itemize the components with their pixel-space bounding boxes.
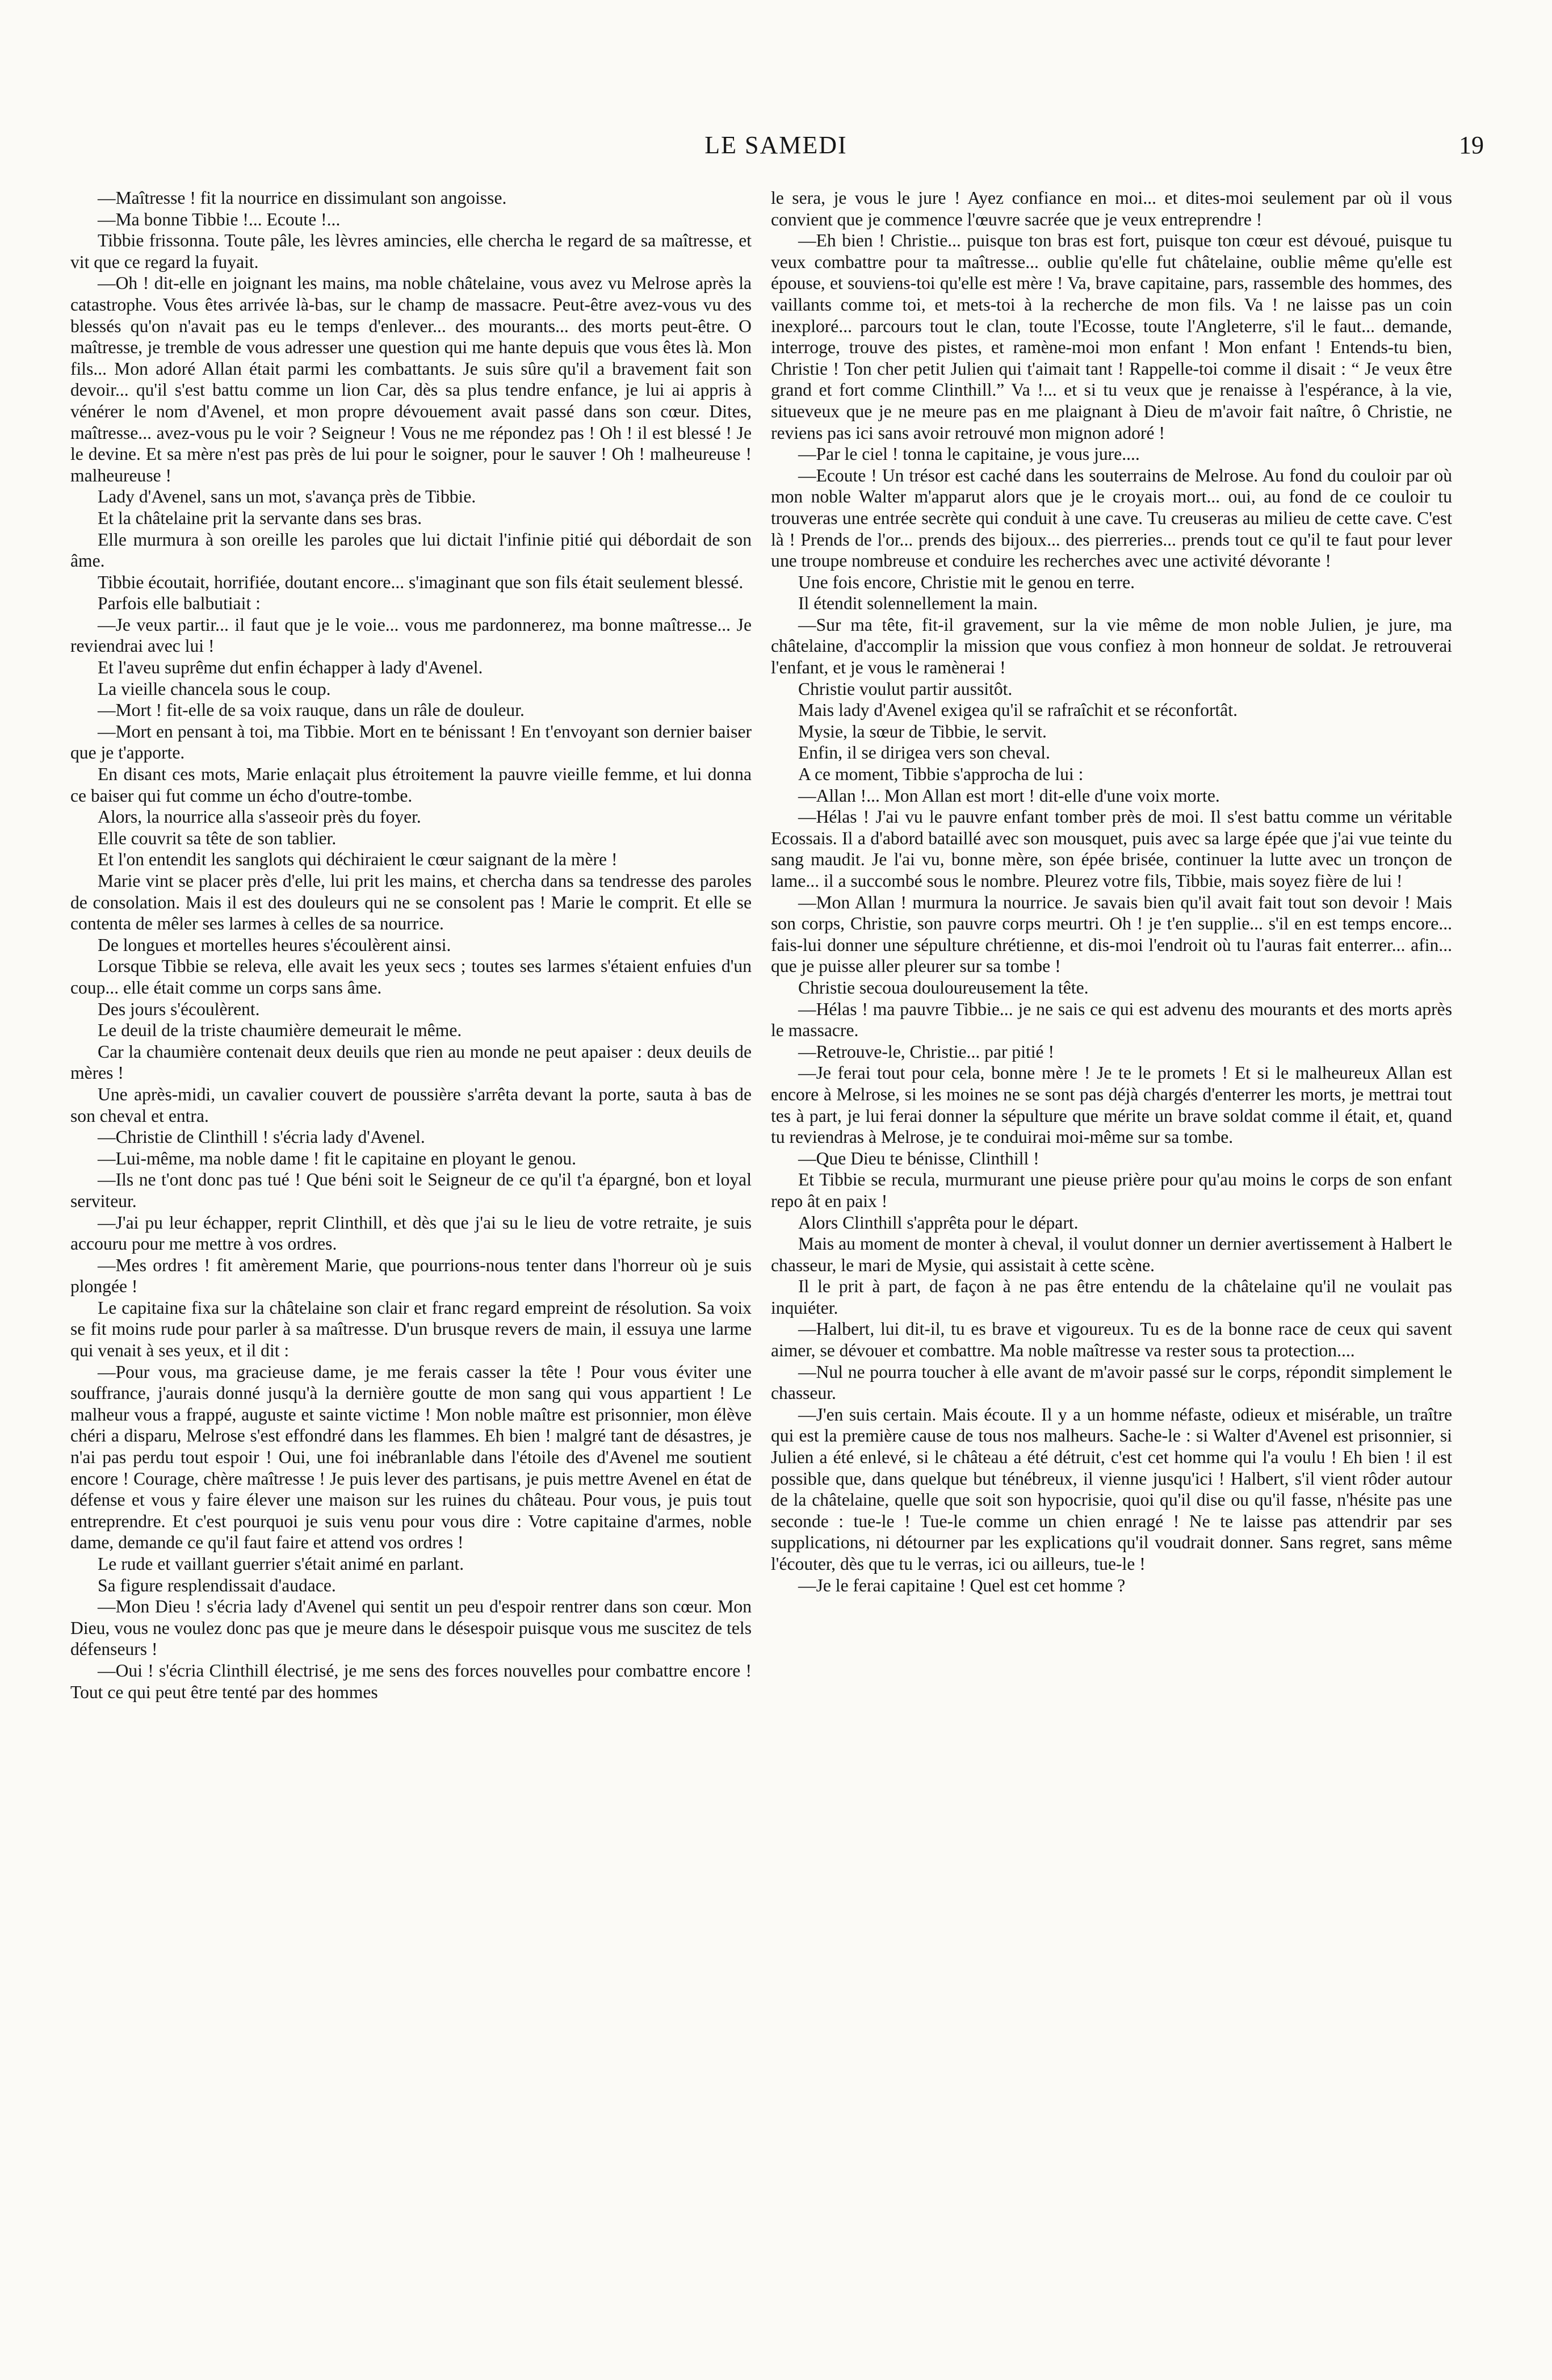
paragraph: —Hélas ! J'ai vu le pauvre enfant tomber près de moi. Il s'est battu comme un véritable Ecossais. Il a d'abord bataillé avec son mousquet, puis avec sa large épée que j'ai vue teinte du sang maudit. Je l'ai vu, bonne mère, son épée brisée, continuer la lutte avec un tronçon de lame... il a succombé sous le nombre. Pleurez votre fils, Tibbie, mais soyez fière de lui !	[771, 807, 1452, 891]
paragraph: —Christie de Clinthill ! s'écria lady d'Avenel.	[98, 1127, 425, 1147]
paragraph: Christie voulut partir aussitôt.	[798, 678, 1013, 699]
paragraph: Lady d'Avenel, sans un mot, s'avança près de Tibbie.	[98, 487, 476, 507]
paragraph: Sa figure resplendissait d'audace.	[98, 1575, 336, 1595]
paragraph: —Allan !... Mon Allan est mort ! dit-elle d'une voix morte.	[798, 785, 1220, 806]
paragraph: —Ma bonne Tibbie !... Ecoute !...	[98, 209, 341, 229]
paragraph: —Hélas ! ma pauvre Tibbie... je ne sais ce qui est advenu des mourants et des morts après le massacre.	[771, 999, 1452, 1041]
paragraph: —Maîtresse ! fit la nourrice en dissimulant son angoisse.	[98, 188, 507, 208]
paragraph: —Retrouve-le, Christie... par pitié !	[798, 1041, 1054, 1062]
paragraph: —Mort ! fit-elle de sa voix rauque, dans un râle de douleur.	[98, 700, 525, 720]
paragraph: —Je veux partir... il faut que je le voie... vous me pardonnerez, ma bonne maîtresse... Je reviendrai avec lui !	[70, 614, 752, 656]
paragraph: Mais au moment de monter à cheval, il voulut donner un dernier avertissement à Halbert le chasseur, le mari de Mysie, qui assistait à cette scène.	[771, 1234, 1452, 1275]
paragraph: —J'en suis certain. Mais écoute. Il y a un homme néfaste, odieux et misérable, un traître qui est la première cause de tous nos malheurs. Sache-le : si Walter d'Avenel est prisonnier, si Julien a été enlevé, si le château a été détruit, c'est cet homme qui l'a voulu ! Eh bien ! il est possible que, dans quelque but ténébreux, il vienne jusqu'ici ! Halbert, s'il vient rôder autour de la châtelaine, quelle que soit son hypocrisie, quoi qu'il dise ou qu'il fasse, n'hésite pas une seconde : tue-le ! Tue-le comme un chien enragé ! Ne te laisse pas attendrir par ses supplications, ni détourner par les explications qu'il voudrait donner. Sans regret, sans même l'écouter, dès que tu le verras, ici ou ailleurs, tue-le !	[771, 1404, 1452, 1574]
paragraph: —J'ai pu leur échapper, reprit Clinthill, et dès que j'ai su le lieu de votre retraite, je suis accouru pour me mettre à vos ordres.	[70, 1212, 752, 1254]
paragraph: —Mon Allan ! murmura la nourrice. Je savais bien qu'il avait fait tout son devoir ! Mais son corps, Christie, son pauvre corps meurtri. Oh ! je t'en supplie... s'il en est temps encore... fais-lui donner une sépulture chrétienne, et dis-moi l'endroit où tu l'auras fait enterrer... afin... que je puisse aller pleurer sur sa tombe !	[771, 892, 1452, 977]
right-text-column	[771, 187, 1452, 1596]
paragraph: Enfin, il se dirigea vers son cheval.	[798, 743, 1050, 763]
page-number: 19	[1459, 131, 1484, 159]
running-title: LE SAMEDI	[704, 131, 848, 159]
paragraph: Parfois elle balbutiait :	[98, 593, 261, 614]
paragraph: Mais lady d'Avenel exigea qu'il se rafraîchit et se réconfortât.	[798, 700, 1238, 720]
paragraph: En disant ces mots, Marie enlaçait plus étroitement la pauvre vieille femme, et lui donna ce baiser qui fut comme un écho d'outre-tombe.	[70, 764, 752, 806]
paragraph: Christie secoua douloureusement la tête.	[798, 977, 1089, 998]
paragraph: Et l'aveu suprême dut enfin échapper à lady d'Avenel.	[98, 657, 483, 678]
paragraph: Le deuil de la triste chaumière demeurait le même.	[98, 1020, 462, 1041]
paragraph: Alors, la nourrice alla s'asseoir près du foyer.	[98, 807, 421, 827]
paragraph: Car la chaumière contenait deux deuils que rien au monde ne peut apaiser : deux deuils de mères !	[70, 1041, 752, 1083]
paragraph: Il étendit solennellement la main.	[798, 593, 1038, 614]
paragraph: Le rude et vaillant guerrier s'était animé en parlant.	[98, 1554, 464, 1574]
paragraph: A ce moment, Tibbie s'approcha de lui :	[798, 764, 1084, 785]
paragraph: Des jours s'écoulèrent.	[98, 999, 260, 1019]
paragraph: —Ils ne t'ont donc pas tué ! Que béni soit le Seigneur de ce qu'il t'a épargné, bon et loyal serviteur.	[70, 1170, 752, 1211]
paragraph: Et l'on entendit les sanglots qui déchiraient le cœur saignant de la mère !	[98, 849, 618, 870]
paragraph: Et la châtelaine prit la servante dans ses bras.	[98, 508, 422, 528]
paragraph: —Je le ferai capitaine ! Quel est cet homme ?	[798, 1575, 1126, 1595]
paragraph: De longues et mortelles heures s'écoulèrent ainsi.	[98, 935, 451, 955]
paragraph: Une fois encore, Christie mit le genou en terre.	[798, 572, 1135, 592]
paragraph: Elle murmura à son oreille les paroles que lui dictait l'infinie pitié qui débordait de son âme.	[70, 529, 752, 571]
paragraph: —Oui ! s'écria Clinthill électrisé, je me sens des forces nouvelles pour combattre encore ! Tout ce qui peut être tenté par des hommes	[70, 1660, 752, 1702]
paragraph: —Ecoute ! Un trésor est caché dans les souterrains de Melrose. Au fond du couloir par où mon noble Walter m'apparut alors que je le croyais mort... oui, au fond de ce couloir tu trouveras une entrée secrète qui conduit à une cave. Tu creuseras au milieu de cette cave. C'est là ! Prends de l'or... prends des bijoux... des pierreries... prends tout ce qu'il te faut pour lever une troupe nombreuse et conduire les recherches avec une activité dévorante !	[771, 465, 1452, 571]
paragraph: Tibbie écoutait, horrifiée, doutant encore... s'imaginant que son fils était seulement blessé.	[98, 572, 744, 592]
paragraph: Il le prit à part, de façon à ne pas être entendu de la châtelaine qu'il ne voulait pas inquiéter.	[771, 1276, 1452, 1318]
paragraph: —Je ferai tout pour cela, bonne mère ! Je te le promets ! Et si le malheureux Allan est encore à Melrose, si les moines ne se sont pas déjà chargés d'enterrer les morts, je mettrai tout tes à part, je lui ferai donner la sépulture que mérite un brave soldat comme il était, et, quand tu reviendras à Melrose, je te conduirai moi-même sur sa tombe.	[771, 1063, 1452, 1147]
paragraph: Le capitaine fixa sur la châtelaine son clair et franc regard empreint de résolution. Sa voix se fit moins rude pour parler à sa maîtresse. D'un brusque revers de main, il essuya une larme qui venait à ses yeux, et il dit :	[70, 1297, 752, 1361]
paragraph: Elle couvrit sa tête de son tablier.	[98, 828, 337, 848]
paragraph: —Lui-même, ma noble dame ! fit le capitaine en ployant le genou.	[98, 1148, 577, 1168]
paragraph: —Sur ma tête, fit-il gravement, sur la vie même de mon noble Julien, je jure, ma châtelaine, d'accomplir la mission que vous confiez à mon honneur de soldat. Je retrouverai l'enfant, et je vous le ramènerai !	[771, 614, 1452, 678]
paragraph: Marie vint se placer près d'elle, lui prit les mains, et chercha dans sa tendresse des paroles de consolation. Mais il est des douleurs qui ne se consolent pas ! Marie le comprit. Et elle se contenta de mêler ses larmes à celles de sa nourrice.	[70, 871, 752, 934]
paragraph: Et Tibbie se recula, murmurant une pieuse prière pour qu'au moins le corps de son enfant repo ât en paix !	[771, 1170, 1452, 1211]
paragraph: —Halbert, lui dit-il, tu es brave et vigoureux. Tu es de la bonne race de ceux qui savent aimer, se dévouer et combattre. Ma noble maîtresse va rester sous ta protection....	[771, 1319, 1452, 1361]
paragraph: Alors Clinthill s'apprêta pour le départ.	[798, 1212, 1079, 1233]
paragraph: —Oh ! dit-elle en joignant les mains, ma noble châtelaine, vous avez vu Melrose après la catastrophe. Vous êtes arrivée là-bas, sur le champ de massacre. Peut-être avez-vous vu des blessés qu'on n'avait pas eu le temps d'enlever... des mourants... des morts peut-être. O maîtresse, je tremble de vous adresser une question qui me hante depuis que vous êtes là. Mon fils... Mon adoré Allan était parmi les combattants. Je suis sûre qu'il a bravement fait son devoir... qu'il s'est battu comme un lion Car, dès sa plus tendre enfance, je lui ai appris à vénérer le nom d'Avenel, et mon propre dévouement avait passé dans son cœur. Dites, maîtresse... avez-vous pu le voir ? Seigneur ! Vous ne me répondez pas ! Oh ! il est blessé ! Je le devine. Et sa mère n'est pas près de lui pour le soigner, pour le sauver ! Oh ! malheureuse ! malheureuse !	[70, 273, 752, 485]
paragraph: Lorsque Tibbie se releva, elle avait les yeux secs ; toutes ses larmes s'étaient enfuies d'un coup... elle était comme un corps sans âme.	[70, 956, 752, 998]
paragraph: le sera, je vous le jure ! Ayez confiance en moi... et dites-moi seulement par où il vous convient que je commence l'œuvre sacrée que je veux entreprendre !	[771, 188, 1452, 229]
left-text-column	[70, 187, 752, 1703]
paragraph: Tibbie frissonna. Toute pâle, les lèvres amincies, elle chercha le regard de sa maîtresse, et vit que ce regard la fuyait.	[70, 231, 752, 272]
paragraph: —Nul ne pourra toucher à elle avant de m'avoir passé sur le corps, répondit simplement le chasseur.	[771, 1361, 1452, 1403]
paragraph: —Pour vous, ma gracieuse dame, je me ferais casser la tête ! Pour vous éviter une souffrance, j'aurais donné jusqu'à la dernière goutte de mon sang qui vous appartient ! Le malheur vous a frappé, auguste et sainte victime ! Mon noble maître est prisonnier, mon élève chéri a disparu, Melrose s'est effondré dans les flammes. Eh bien ! malgré tant de désastres, je n'ai pas perdu tout espoir ! Oui, une foi inébranlable dans l'étoile des d'Avenel me soutient encore ! Courage, chère maîtresse ! Je puis lever des partisans, je puis mettre Avenel en état de défense et vous y faire élever une maison sur les ruines du château. Pour vous, je puis tout entreprendre. Et c'est pourquoi je suis venu pour vous dire : Votre capitaine d'armes, noble dame, demande ce qu'il faut faire et attend vos ordres !	[70, 1361, 752, 1553]
paragraph: —Que Dieu te bénisse, Clinthill !	[798, 1148, 1039, 1168]
paragraph: —Mort en pensant à toi, ma Tibbie. Mort en te bénissant ! En t'envoyant son dernier baiser que je t'apporte.	[70, 721, 752, 763]
paragraph: —Mes ordres ! fit amèrement Marie, que pourrions-nous tenter dans l'horreur où je suis plongée !	[70, 1255, 752, 1297]
page-header	[68, 131, 1484, 176]
paragraph: —Par le ciel ! tonna le capitaine, je vous jure....	[798, 444, 1140, 464]
paragraph: —Mon Dieu ! s'écria lady d'Avenel qui sentit un peu d'espoir rentrer dans son cœur. Mon Dieu, vous ne voulez donc pas que je meure dans le désespoir puisque vous me suscitez de tels défenseurs !	[70, 1597, 752, 1660]
paragraph: Une après-midi, un cavalier couvert de poussière s'arrêta devant la porte, sauta à bas de son cheval et entra.	[70, 1084, 752, 1126]
paragraph: Mysie, la sœur de Tibbie, le servit.	[798, 721, 1047, 741]
paragraph: —Eh bien ! Christie... puisque ton bras est fort, puisque ton cœur est dévoué, puisque tu veux combattre pour ta maîtresse... oublie qu'elle fut châtelaine, oublie même qu'elle est épouse, et souviens-toi qu'elle est mère ! Va, brave capitaine, pars, rassemble des hommes, des vaillants comme toi, et mets-toi à la recherche de mon fils. Va ! ne laisse pas un coin inexploré... parcours tout le clan, toute l'Ecosse, toute l'Angleterre, s'il le faut... demande, interroge, trouve des pistes, et ramène-moi mon enfant ! Mon enfant ! Entends-tu bien, Christie ! Ton cher petit Julien qui t'aimait tant ! Rappelle-toi comme il disait : “ Je veux être grand et fort comme Clinthill.” Va !... et si tu veux que je renaisse à l'espérance, à la vie, situeveux que je ne meure pas en me plaignant à Dieu de m'avoir fait naître, ô Christie, ne reviens pas ici sans avoir retrouvé mon mignon adoré !	[771, 231, 1452, 443]
paragraph: La vieille chancela sous le coup.	[98, 678, 331, 699]
